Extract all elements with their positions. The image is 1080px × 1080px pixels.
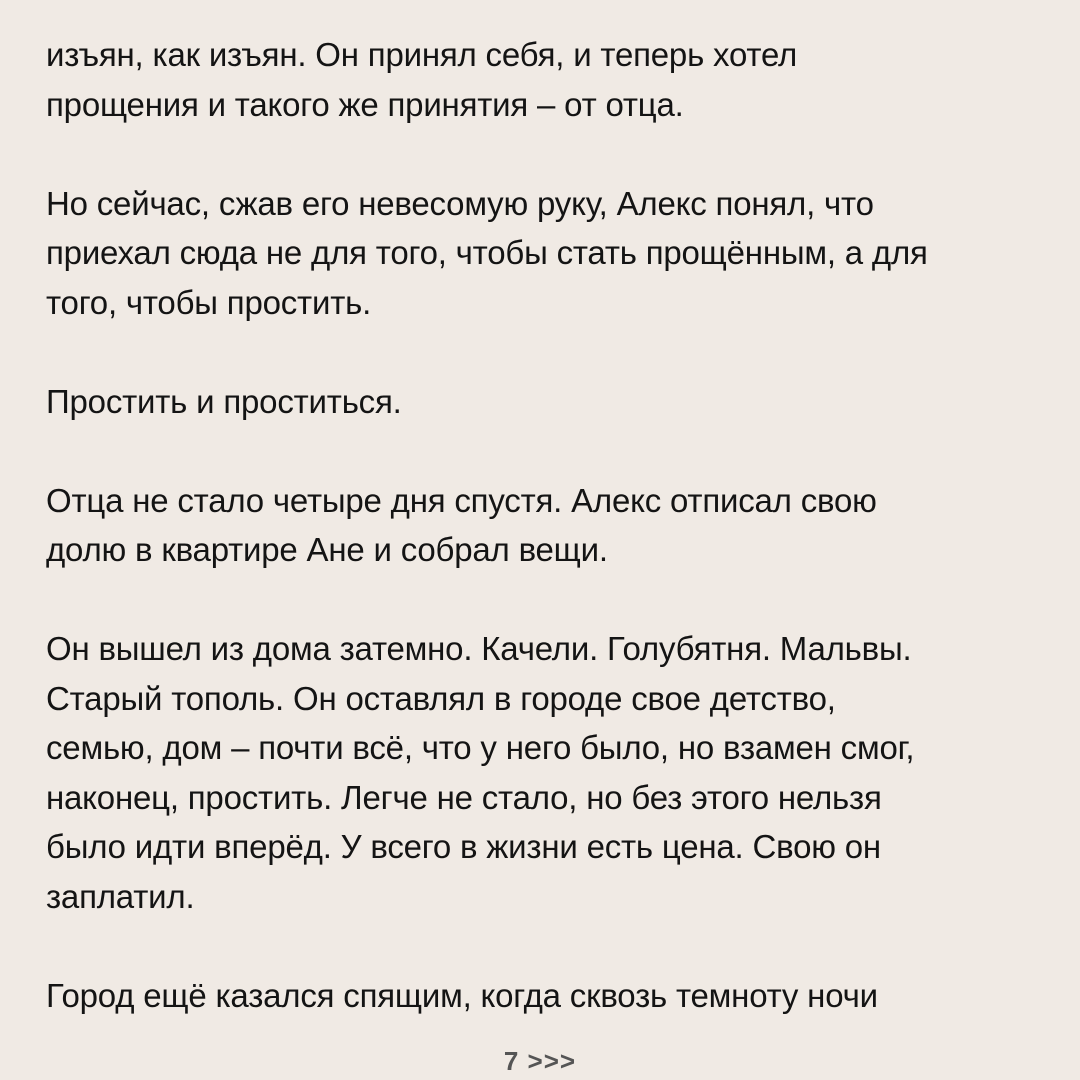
paragraph-4	[46, 476, 1046, 575]
text-line: Старый тополь. Он оставлял в городе свое детство,	[46, 679, 836, 717]
text-line: наконец, простить. Легче не стало, но без этого нельзя	[46, 778, 882, 816]
text-line: долю в квартире Ане и собрал вещи.	[46, 531, 608, 568]
text-line: Город ещё казался спящим, когда сквозь темноту ночи	[46, 976, 878, 1014]
text-page	[46, 30, 1046, 1070]
text-line: изъян, как изъян. Он принял себя, и теперь хотел	[46, 36, 798, 73]
text-line: Он вышел из дома затемно. Качели. Голубятня. Мальвы.	[46, 630, 912, 667]
text-line: Отца не стало четыре дня спустя. Алекс отписал свою	[46, 481, 877, 519]
paragraph-6	[46, 971, 1046, 1021]
paragraph-1	[46, 30, 1046, 129]
text-line: заплатил.	[46, 877, 195, 915]
text-line: того, чтобы простить.	[46, 283, 372, 321]
text-line: было идти вперёд. У всего в жизни есть цена. Свою он	[46, 828, 881, 865]
text-line: приехал сюда не для того, чтобы стать прощённым, а для	[46, 234, 928, 271]
text-line: прощения и такого же принятия – от отца.	[46, 85, 684, 123]
text-line: семью, дом – почти всё, что у него было, но взамен смог,	[46, 729, 915, 766]
page-number-next[interactable]: 7 >>>	[503, 1046, 577, 1076]
text-line: Простить и проститься.	[46, 382, 402, 420]
paragraph-3	[46, 377, 1046, 427]
text-line: Но сейчас, сжав его невесомую руку, Алекс понял, что	[46, 184, 874, 222]
paragraph-5	[46, 624, 1046, 921]
paragraph-2	[46, 179, 1046, 328]
